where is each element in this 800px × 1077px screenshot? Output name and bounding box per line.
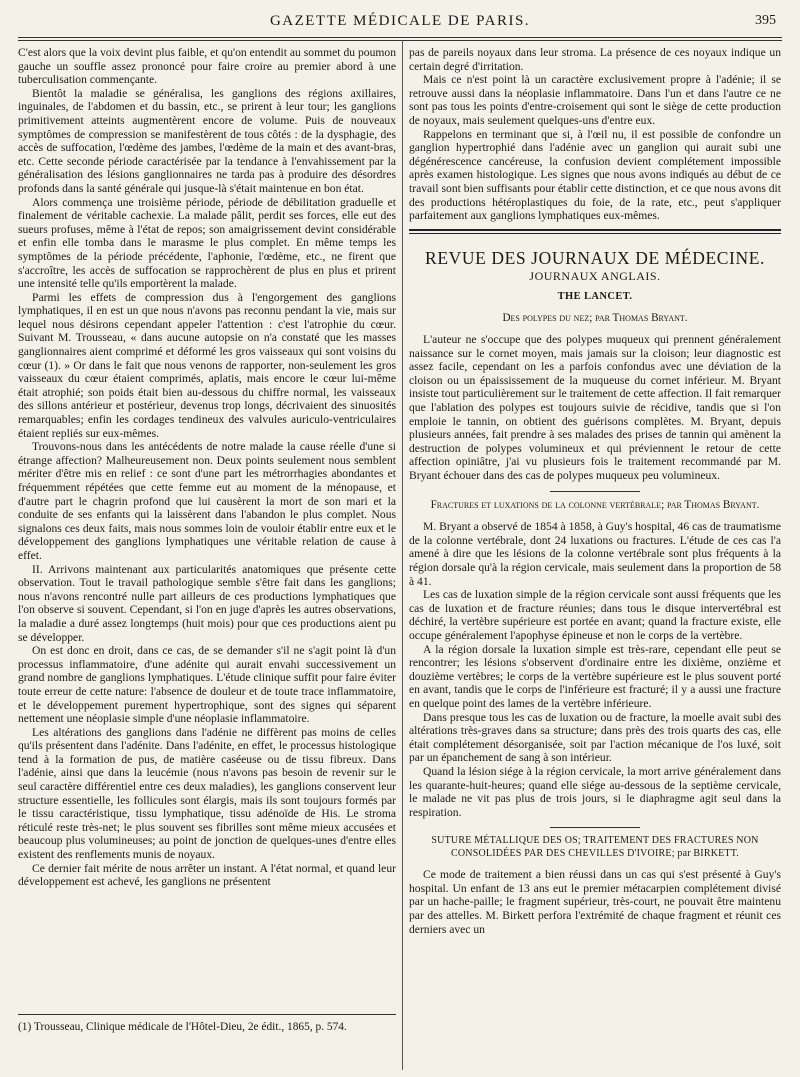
article-paragraph: Dans presque tous les cas de luxation ou de fracture, la moelle avait subi des altérations très-graves dans sa structure; dans près des trois quarts des cas, elle était complétement désorganisée, soit par l'action mécanique de l'os luxé, soit par un épanchement de sang à son intérieur.: [409, 710, 781, 765]
right-paragraph: Mais ce n'est point là un caractère exclusivement propre à l'adénie; il se retrouve aussi dans la néoplasie inflammatoire. Dans l'un et dans l'autre ce ne sont pas tous les points d'entre-croisement qui sont le siège de cette production de noyaux, mais seulement quelques-uns d'entre eux.: [409, 73, 781, 127]
article-paragraph: Les cas de luxation simple de la région cervicale sont aussi fréquents que les cas de luxation et de fracture réunies; dans tous le disque intervertébral est déchiré, la vertèbre supérieure est portée en avant; quand la fracture existe, elle occupe généralement l'apophyse épineuse et non le corps de la vertèbre.: [409, 588, 781, 642]
header-rule-top: [18, 37, 782, 38]
left-paragraph: Ce dernier fait mérite de nous arrêter un instant. A l'état normal, et quand leur développement est achevé, les ganglions ne présentent: [18, 861, 396, 889]
footnote: (1) Trousseau, Clinique médicale de l'Hôtel-Dieu, 2e édit., 1865, p. 574.: [18, 1021, 347, 1033]
review-title: REVUE DES JOURNAUX DE MÉDECINE.: [425, 247, 765, 268]
article-paragraph: A la région dorsale la luxation simple est très-rare, cependant elle peut se rencontrer; les lésions s'observent d'ordinaire entre les dixième, onzième et douzième vertèbres; le corps de la vertèbre supérieure est le plus souvent porté en avant, tandis que le corps de l'inférieure est fracturé; il y a aussi une fracture en quelque point des lames de la vertèbre inférieure.: [409, 642, 781, 710]
column-divider: [402, 40, 403, 1070]
header-rule-bottom: [18, 40, 782, 41]
left-paragraph: Bientôt la maladie se généralisa, les ganglions des régions axillaires, inguinales, de l'abdomen et du bassin, etc., se prirent à leur tour; les ganglions primitivement atteints augmentèrent encore de volume. Puis de nouveaux symptômes de compression se manifestèrent de tous côtés : de la dysphagie, des accès de suffocation, l'œdème des jambes, l'œdème de la main et des avant-bras, etc. Cette seconde période caractérisée par la tendance à l'envahissement par la généralisation des lésions ganglionnaires ne tarda pas à produire des désordres profonds dans la santé générale qui jusque-là s'était maintenue en bon état.: [18, 86, 396, 195]
left-paragraph: Les altérations des ganglions dans l'adénie ne diffèrent pas moins de celles qu'ils présentent dans l'adénite. Dans l'adénite, en effet, le processus histologique tend à la formation de pus, de matière caséeuse ou de tissu fibreux. Dans l'adénie, ainsi que dans la leucémie (nous n'avons pas besoin de revenir sur le seul caractère différentiel entre ces deux maladies), les ganglions conservent leur structure essentielle, les follicules sont élargis, mais ils sont toujours formés par le tissu caractéristique, tissu lymphatique, tissu adénoïde de His. Le stroma réticulé reste très-net; le plus souvent ses fibrilles sont même mieux accusées et beaucoup plus volumineuses; au point de jonction de quelques-unes d'entre elles existent des renflements munis de noyaux.: [18, 725, 396, 862]
page-header: [18, 13, 782, 37]
journal-subtitle: JOURNAUX ANGLAIS.: [529, 269, 661, 284]
article-paragraph: M. Bryant a observé de 1854 à 1858, à Guy's hospital, 46 cas de traumatisme de la colonne vertébrale, dont 24 luxations ou fractures. L'étude de ces cas l'a amené à dire que les lésions de la colonne vertébrale sont plus fréquents à la région dorsale qu'à la région cervicale, mais seulement dans la proportion de 58 à 41.: [409, 520, 781, 588]
article-title-polypes: Des polypes du nez; par Thomas Bryant.: [502, 311, 688, 324]
left-paragraph: II. Arrivons maintenant aux particularités anatomiques que présente cette observation. Tout le travail pathologique semble s'être fait dans les ganglions; nous n'avons rencontré nulle part ailleurs de ces productions lymphatiques que l'on observe si souvent. Cependant, si l'on en juge d'après les autres observations, la maladie a duré assez longtemps (huit mois) pour que ces productions aient pu se développer.: [18, 562, 396, 644]
footnote-rule: [18, 1014, 396, 1015]
right-column: [409, 46, 781, 1071]
section-separator: [409, 229, 781, 234]
running-title: GAZETTE MÉDICALE DE PARIS.: [269, 13, 531, 29]
article-title-fractures: Fractures et luxations de la colonne vertébrale; par Thomas Bryant.: [430, 498, 760, 511]
article-separator: [550, 491, 640, 492]
left-paragraph: On est donc en droit, dans ce cas, de se demander s'il ne s'agit point là d'un processus inflammatoire, d'une adénite qui aurait envahi successivement un grand nombre de ganglions lymphatiques. L'étude clinique suffit pour faire éviter toute erreur de cette nature: l'absence de douleur et de toute trace inflammatoire, et le développement purement hypertrophique, sont des signes qui séparent nettement une néoplasie simple d'une néoplasie inflammatoire.: [18, 644, 396, 726]
article-paragraph: L'auteur ne s'occupe que des polypes muqueux qui prennent généralement naissance sur le cornet moyen, mais jamais sur la cloison; leur diagnostic est assez facile, cependant on les a parfois confondus avec une déviation de la cloison ou un épaississement de la muqueuse du cornet inférieur. M. Bryant insiste tout particulièrement sur le traitement de cette affection. Il fait remarquer que l'ablation des polypes est toujours suivie de récidive, tandis que si l'on emploie le tannin, on obtient des guérisons complètes. M. Bryant, depuis plusieurs années, fait prendre à ses malades des prises de tannin qui amènent la destruction de polypes volumineux et qui préviennent le retour de cette affection opiniâtre, j'ai vu plusieurs fois le traitement recommandé par M. Bryant échouer dans des cas de polypes muqueux peu volumineux.: [409, 333, 781, 483]
lancet-heading: THE LANCET.: [557, 290, 633, 302]
right-paragraph: pas de pareils noyaux dans leur stroma. La présence de ces noyaux indique un certain degré d'irritation.: [409, 46, 781, 73]
article-separator: [550, 827, 640, 828]
right-paragraph: Rappelons en terminant que si, à l'œil nu, il est possible de confondre un ganglion hypertrophié dans l'adénie avec un ganglion qui aurait subi une dégénérescence cancéreuse, la confusion devient complétement impossible après examen histologique. Les signes que nous avons indiqués au début de ce travail sont bien suffisants pour établir cette distinction, et ce que nous avons dit des productions hétéroplastiques du foie, de la rate, etc., peut s'appliquer parfaitement aux ganglions lymphatiques eux-mêmes.: [409, 127, 781, 223]
left-paragraph: C'est alors que la voix devint plus faible, et qu'on entendit au sommet du poumon gauche un souffle assez prononcé pour faire croire au premier abord à une tuberculisation commençante.: [18, 46, 396, 87]
left-paragraph: Trouvons-nous dans les antécédents de notre malade la cause réelle d'une si étrange affection? Malheureusement non. Deux points seulement nous semblent mériter d'être mis en relief : ce sont d'une part les métrorrhagies abondantes et fréquemment répétées que cette femme eut au moment de la ménopause, et d'autre part le chagrin profond que lui causèrent la mort de son mari et la conduite de ses enfants qui la laissèrent dans l'abandon le plus complet. Nous signalons ces deux faits, mais nous sommes loin de vouloir établir entre eux et le développement des ganglions lymphatiques une véritable relation de cause à effet.: [18, 440, 396, 562]
left-paragraph: Parmi les effets de compression dus à l'engorgement des ganglions lymphatiques, il en est un que nous n'avons pas reconnu pendant la vie, mais sur lequel nous désirons cependant appeler l'attention : c'est l'atrophie du cœur. Suivant M. Trousseau, « dans aucune autopsie on n'a constaté que les masses ganglionnaires aient comprimé et déformé les gros vaisseaux qui sont voisins du cœur (1). » Or dans le fait que nous venons de rapporter, non-seulement les gros vaisseaux du cœur étaient comprimés, aplatis, mais encore le cœur lui-même était atrophié; son poids était bien au-dessous du chiffre normal, les vaisseaux des sillons antérieur et postérieur, devenus trop longs, décrivaient des sinuosités remarquables; enfin les cordages tendineux des valvules auriculo-ventriculaires étaient repliés sur eux-mêmes.: [18, 290, 396, 440]
article-paragraph: Ce mode de traitement a bien réussi dans un cas qui s'est présenté à Guy's hospital. Un enfant de 13 ans eut le premier métacarpien complétement divisé par un hache-paille; le fragment supérieur, très-court, ne pouvait être maintenu par des attelles. M. Birkett perfora l'extrémité de chaque fragment et réunit ces derniers avec un: [409, 868, 781, 936]
page-number: 395: [755, 13, 776, 28]
left-paragraph: Alors commença une troisième période, période de débilitation graduelle et finalement de véritable cachexie. La malade pâlit, perdit ses forces, elle eut des sueurs profuses, même à l'état de repos; son amaigrissement devint considérable et enfin elle tomba dans le marasme le plus complet. En même temps les symptômes de la période précédente, l'aphonie, l'œdème, etc., ne firent que s'accroître, les accès de suffocation se rapprochèrent de plus en plus et prirent une intensité telle qu'ils emportèrent la malade.: [18, 195, 396, 291]
article-paragraph: Quand la lésion siége à la région cervicale, la mort arrive généralement dans les quarante-huit-heures; quand elle siége au-dessous de la septième cervicale, le malade ne vit pas plus de trois jours, si le diaphragme agit seul dans la respiration.: [409, 764, 781, 819]
left-column: [18, 46, 396, 1008]
article-title-suture: SUTURE MÉTALLIQUE DES OS; TRAITEMENT DES FRACTURES NON CONSOLIDÉES PAR DES CHEVILLES D'IVOIRE; par BIRKETT.: [431, 835, 759, 859]
